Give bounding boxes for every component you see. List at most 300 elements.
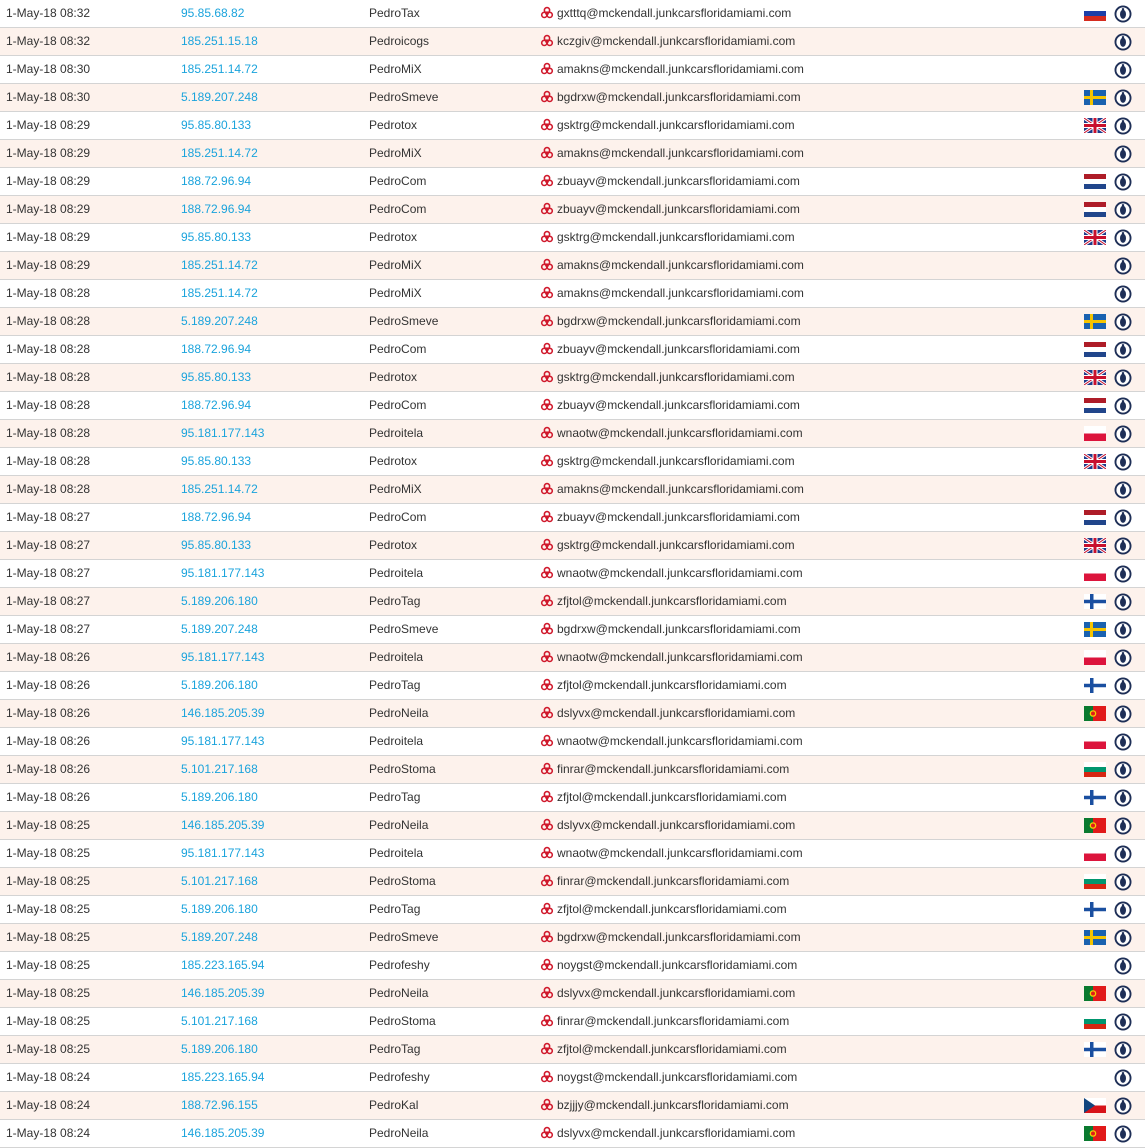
stopforumspam-icon[interactable]	[1114, 789, 1132, 807]
stopforumspam-icon[interactable]	[1114, 1125, 1132, 1143]
email-text: finrar@mckendall.junkcarsfloridamiami.com	[557, 762, 790, 776]
username-cell: Pedrotox	[369, 454, 418, 468]
ip-link[interactable]: 95.85.80.133	[181, 118, 252, 132]
email-cell	[540, 0, 791, 27]
ip-link[interactable]: 185.251.14.72	[181, 286, 258, 300]
email-text: amakns@mckendall.junkcarsfloridamiami.com	[557, 146, 804, 160]
ip-link[interactable]: 95.85.80.133	[181, 230, 252, 244]
biohazard-icon	[540, 1070, 557, 1084]
table-row	[0, 168, 1145, 196]
biohazard-icon	[540, 90, 557, 104]
stopforumspam-icon[interactable]	[1114, 817, 1132, 835]
stopforumspam-icon[interactable]	[1114, 845, 1132, 863]
username-cell: PedroCom	[369, 398, 427, 412]
stopforumspam-icon[interactable]	[1114, 229, 1132, 247]
ip-link[interactable]: 5.101.217.168	[181, 762, 258, 776]
biohazard-icon	[540, 790, 557, 804]
email-cell	[540, 896, 787, 923]
biohazard-icon	[540, 174, 557, 188]
email-cell	[540, 84, 801, 111]
biohazard-icon	[540, 958, 557, 972]
email-cell	[540, 784, 787, 811]
finland-flag-icon	[1084, 594, 1106, 609]
stopforumspam-icon[interactable]	[1114, 1069, 1132, 1087]
username-cell: Pedroitela	[369, 426, 424, 440]
date-cell: 1-May-18 08:28	[6, 286, 91, 300]
email-cell	[540, 140, 804, 167]
email-cell	[540, 1064, 797, 1091]
username-cell: PedroSmeve	[369, 314, 439, 328]
ip-link[interactable]: 146.185.205.39	[181, 706, 265, 720]
username-cell: PedroMiX	[369, 146, 422, 160]
ip-link[interactable]: 188.72.96.94	[181, 342, 252, 356]
table-row	[0, 308, 1145, 336]
date-cell: 1-May-18 08:28	[6, 426, 91, 440]
username-cell: PedroNeila	[369, 706, 429, 720]
email-text: zbuayv@mckendall.junkcarsfloridamiami.com	[557, 202, 800, 216]
netherlands-flag-icon	[1084, 398, 1106, 413]
biohazard-icon	[540, 622, 557, 636]
biohazard-icon	[540, 230, 557, 244]
username-cell: PedroSmeve	[369, 622, 439, 636]
stopforumspam-icon[interactable]	[1114, 1041, 1132, 1059]
ip-link[interactable]: 188.72.96.94	[181, 510, 252, 524]
poland-flag-icon	[1084, 846, 1106, 861]
table-row	[0, 0, 1145, 28]
stopforumspam-icon[interactable]	[1114, 705, 1132, 723]
email-cell	[540, 728, 803, 755]
email-cell	[540, 196, 800, 223]
date-cell: 1-May-18 08:25	[6, 846, 91, 860]
email-cell	[540, 168, 800, 195]
date-cell: 1-May-18 08:28	[6, 454, 91, 468]
date-cell: 1-May-18 08:24	[6, 1126, 91, 1140]
email-text: bgdrxw@mckendall.junkcarsfloridamiami.com	[557, 930, 801, 944]
ip-link[interactable]: 5.189.206.180	[181, 594, 258, 608]
stopforumspam-icon[interactable]	[1114, 481, 1132, 499]
username-cell: PedroNeila	[369, 1126, 429, 1140]
biohazard-icon	[540, 6, 557, 20]
username-cell: PedroMiX	[369, 62, 422, 76]
date-cell: 1-May-18 08:27	[6, 538, 91, 552]
date-cell: 1-May-18 08:27	[6, 594, 91, 608]
table-row	[0, 252, 1145, 280]
table-row	[0, 504, 1145, 532]
email-text: zbuayv@mckendall.junkcarsfloridamiami.com	[557, 510, 800, 524]
ip-link[interactable]: 95.85.80.133	[181, 538, 252, 552]
date-cell: 1-May-18 08:26	[6, 762, 91, 776]
biohazard-icon	[540, 986, 557, 1000]
date-cell: 1-May-18 08:28	[6, 398, 91, 412]
username-cell: Pedrofeshy	[369, 958, 430, 972]
email-text: zfjtol@mckendall.junkcarsfloridamiami.com	[557, 678, 787, 692]
email-text: zfjtol@mckendall.junkcarsfloridamiami.com	[557, 1042, 787, 1056]
uk-flag-icon	[1084, 118, 1106, 133]
table-row	[0, 1008, 1145, 1036]
email-text: zbuayv@mckendall.junkcarsfloridamiami.com	[557, 174, 800, 188]
portugal-flag-icon	[1084, 986, 1106, 1001]
biohazard-icon	[540, 34, 557, 48]
finland-flag-icon	[1084, 1042, 1106, 1057]
ip-link[interactable]: 188.72.96.94	[181, 398, 252, 412]
email-cell	[540, 308, 801, 335]
biohazard-icon	[540, 118, 557, 132]
table-row	[0, 868, 1145, 896]
email-text: dslyvx@mckendall.junkcarsfloridamiami.com	[557, 706, 796, 720]
biohazard-icon	[540, 1014, 557, 1028]
stopforumspam-icon[interactable]	[1114, 341, 1132, 359]
email-text: bzjjjy@mckendall.junkcarsfloridamiami.com	[557, 1098, 789, 1112]
email-cell	[540, 252, 804, 279]
table-row	[0, 756, 1145, 784]
username-cell: Pedroitela	[369, 650, 424, 664]
stopforumspam-icon[interactable]	[1114, 957, 1132, 975]
stopforumspam-icon[interactable]	[1114, 425, 1132, 443]
username-cell: Pedroitela	[369, 846, 424, 860]
ip-link[interactable]: 95.85.80.133	[181, 454, 252, 468]
username-cell: PedroCom	[369, 174, 427, 188]
email-cell	[540, 224, 795, 251]
email-cell	[540, 952, 797, 979]
stopforumspam-icon[interactable]	[1114, 901, 1132, 919]
table-row	[0, 532, 1145, 560]
biohazard-icon	[540, 286, 557, 300]
netherlands-flag-icon	[1084, 174, 1106, 189]
email-text: noygst@mckendall.junkcarsfloridamiami.com	[557, 958, 798, 972]
date-cell: 1-May-18 08:28	[6, 314, 91, 328]
table-row	[0, 476, 1145, 504]
biohazard-icon	[540, 874, 557, 888]
username-cell: PedroStoma	[369, 762, 436, 776]
email-cell	[540, 504, 800, 531]
email-cell	[540, 812, 795, 839]
email-cell	[540, 560, 803, 587]
bulgaria-flag-icon	[1084, 1014, 1106, 1029]
stopforumspam-icon[interactable]	[1114, 89, 1132, 107]
stopforumspam-icon[interactable]	[1114, 565, 1132, 583]
biohazard-icon	[540, 1126, 557, 1140]
username-cell: PedroNeila	[369, 986, 429, 1000]
biohazard-icon	[540, 1042, 557, 1056]
table-row	[0, 980, 1145, 1008]
table-row	[0, 924, 1145, 952]
ip-link[interactable]: 185.251.14.72	[181, 146, 258, 160]
email-cell	[540, 280, 804, 307]
email-cell	[540, 756, 789, 783]
email-cell	[540, 1008, 789, 1035]
finland-flag-icon	[1084, 678, 1106, 693]
date-cell: 1-May-18 08:24	[6, 1070, 91, 1084]
ip-link[interactable]: 95.181.177.143	[181, 846, 265, 860]
ip-link[interactable]: 95.181.177.143	[181, 734, 265, 748]
date-cell: 1-May-18 08:29	[6, 118, 91, 132]
email-cell	[540, 644, 803, 671]
date-cell: 1-May-18 08:26	[6, 650, 91, 664]
email-cell	[540, 588, 787, 615]
biohazard-icon	[540, 482, 557, 496]
stopforumspam-icon[interactable]	[1114, 453, 1132, 471]
email-text: wnaotw@mckendall.junkcarsfloridamiami.com	[557, 846, 803, 860]
biohazard-icon	[540, 510, 557, 524]
username-cell: PedroTag	[369, 902, 421, 916]
ip-link[interactable]: 146.185.205.39	[181, 818, 265, 832]
ip-link[interactable]: 188.72.96.94	[181, 174, 252, 188]
stopforumspam-icon[interactable]	[1114, 201, 1132, 219]
username-cell: PedroSmeve	[369, 930, 439, 944]
uk-flag-icon	[1084, 538, 1106, 553]
ip-link[interactable]: 146.185.205.39	[181, 986, 265, 1000]
ip-link[interactable]: 5.189.207.248	[181, 314, 258, 328]
username-cell: Pedrotox	[369, 538, 418, 552]
email-text: wnaotw@mckendall.junkcarsfloridamiami.com	[557, 650, 803, 664]
finland-flag-icon	[1084, 790, 1106, 805]
username-cell: PedroCom	[369, 202, 427, 216]
table-row	[0, 280, 1145, 308]
date-cell: 1-May-18 08:30	[6, 90, 91, 104]
email-text: bgdrxw@mckendall.junkcarsfloridamiami.com	[557, 622, 801, 636]
username-cell: PedroTax	[369, 6, 420, 20]
stopforumspam-icon[interactable]	[1114, 285, 1132, 303]
date-cell: 1-May-18 08:27	[6, 510, 91, 524]
date-cell: 1-May-18 08:25	[6, 930, 91, 944]
email-cell	[540, 364, 795, 391]
stopforumspam-icon[interactable]	[1114, 873, 1132, 891]
stopforumspam-icon[interactable]	[1114, 369, 1132, 387]
biohazard-icon	[540, 706, 557, 720]
ip-link[interactable]: 146.185.205.39	[181, 1126, 265, 1140]
email-text: gsktrg@mckendall.junkcarsfloridamiami.com	[557, 118, 795, 132]
date-cell: 1-May-18 08:25	[6, 1014, 91, 1028]
email-cell	[540, 700, 795, 727]
stopforumspam-icon[interactable]	[1114, 145, 1132, 163]
table-row	[0, 1036, 1145, 1064]
stopforumspam-icon[interactable]	[1114, 5, 1132, 23]
table-row	[0, 896, 1145, 924]
russia-flag-icon	[1084, 6, 1106, 21]
table-row	[0, 224, 1145, 252]
ip-link[interactable]: 95.181.177.143	[181, 650, 265, 664]
email-text: kczgiv@mckendall.junkcarsfloridamiami.com	[557, 34, 796, 48]
ip-link[interactable]: 5.101.217.168	[181, 874, 258, 888]
date-cell: 1-May-18 08:25	[6, 958, 91, 972]
biohazard-icon	[540, 678, 557, 692]
poland-flag-icon	[1084, 566, 1106, 581]
date-cell: 1-May-18 08:29	[6, 146, 91, 160]
email-text: dslyvx@mckendall.junkcarsfloridamiami.com	[557, 818, 796, 832]
ip-link[interactable]: 5.101.217.168	[181, 1014, 258, 1028]
date-cell: 1-May-18 08:27	[6, 566, 91, 580]
username-cell: PedroStoma	[369, 1014, 436, 1028]
email-text: amakns@mckendall.junkcarsfloridamiami.com	[557, 286, 804, 300]
stopforumspam-icon[interactable]	[1114, 761, 1132, 779]
biohazard-icon	[540, 1098, 557, 1112]
email-text: zbuayv@mckendall.junkcarsfloridamiami.com	[557, 398, 800, 412]
uk-flag-icon	[1084, 370, 1106, 385]
username-cell: Pedrotox	[369, 118, 418, 132]
ip-link[interactable]: 188.72.96.94	[181, 202, 252, 216]
ip-link[interactable]: 95.85.80.133	[181, 370, 252, 384]
biohazard-icon	[540, 370, 557, 384]
ip-link[interactable]: 5.189.207.248	[181, 90, 258, 104]
email-cell	[540, 980, 795, 1007]
email-text: finrar@mckendall.junkcarsfloridamiami.com	[557, 1014, 790, 1028]
email-text: gxtttq@mckendall.junkcarsfloridamiami.com	[557, 6, 792, 20]
biohazard-icon	[540, 538, 557, 552]
username-cell: Pedroitela	[369, 566, 424, 580]
biohazard-icon	[540, 818, 557, 832]
biohazard-icon	[540, 146, 557, 160]
stopforumspam-icon[interactable]	[1114, 1097, 1132, 1115]
stopforumspam-icon[interactable]	[1114, 929, 1132, 947]
stopforumspam-icon[interactable]	[1114, 985, 1132, 1003]
email-text: zfjtol@mckendall.junkcarsfloridamiami.com	[557, 790, 787, 804]
ip-link[interactable]: 5.189.206.180	[181, 1042, 258, 1056]
netherlands-flag-icon	[1084, 202, 1106, 217]
email-text: zfjtol@mckendall.junkcarsfloridamiami.com	[557, 594, 787, 608]
czech-flag-icon	[1084, 1098, 1106, 1113]
ip-link[interactable]: 5.189.206.180	[181, 790, 258, 804]
email-cell	[540, 1092, 789, 1119]
ip-link[interactable]: 188.72.96.155	[181, 1098, 258, 1112]
date-cell: 1-May-18 08:28	[6, 482, 91, 496]
ip-link[interactable]: 5.189.206.180	[181, 678, 258, 692]
stopforumspam-icon[interactable]	[1114, 173, 1132, 191]
date-cell: 1-May-18 08:29	[6, 258, 91, 272]
uk-flag-icon	[1084, 454, 1106, 469]
biohazard-icon	[540, 62, 557, 76]
username-cell: PedroTag	[369, 678, 421, 692]
email-text: dslyvx@mckendall.junkcarsfloridamiami.com	[557, 986, 796, 1000]
date-cell: 1-May-18 08:26	[6, 790, 91, 804]
table-row	[0, 644, 1145, 672]
table-row	[0, 112, 1145, 140]
biohazard-icon	[540, 342, 557, 356]
biohazard-icon	[540, 258, 557, 272]
ip-link[interactable]: 185.251.14.72	[181, 258, 258, 272]
username-cell: PedroCom	[369, 510, 427, 524]
ip-link[interactable]: 5.189.206.180	[181, 902, 258, 916]
date-cell: 1-May-18 08:24	[6, 1098, 91, 1112]
email-cell	[540, 868, 789, 895]
poland-flag-icon	[1084, 426, 1106, 441]
netherlands-flag-icon	[1084, 342, 1106, 357]
date-cell: 1-May-18 08:25	[6, 874, 91, 888]
username-cell: Pedroitela	[369, 734, 424, 748]
bulgaria-flag-icon	[1084, 874, 1106, 889]
table-row	[0, 812, 1145, 840]
username-cell: PedroMiX	[369, 286, 422, 300]
username-cell: Pedroicogs	[369, 34, 430, 48]
ip-link[interactable]: 5.189.207.248	[181, 930, 258, 944]
ip-link[interactable]: 95.85.68.82	[181, 6, 245, 20]
bulgaria-flag-icon	[1084, 762, 1106, 777]
email-text: amakns@mckendall.junkcarsfloridamiami.com	[557, 482, 804, 496]
stopforumspam-icon[interactable]	[1114, 537, 1132, 555]
stopforumspam-icon[interactable]	[1114, 733, 1132, 751]
ip-link[interactable]: 95.181.177.143	[181, 426, 265, 440]
email-text: bgdrxw@mckendall.junkcarsfloridamiami.com	[557, 90, 801, 104]
table-row	[0, 1064, 1145, 1092]
ip-link[interactable]: 185.223.165.94	[181, 958, 265, 972]
biohazard-icon	[540, 202, 557, 216]
stopforumspam-icon[interactable]	[1114, 61, 1132, 79]
biohazard-icon	[540, 566, 557, 580]
stopforumspam-icon[interactable]	[1114, 677, 1132, 695]
date-cell: 1-May-18 08:25	[6, 1042, 91, 1056]
date-cell: 1-May-18 08:32	[6, 6, 91, 20]
email-text: finrar@mckendall.junkcarsfloridamiami.com	[557, 874, 790, 888]
biohazard-icon	[540, 650, 557, 664]
ip-link[interactable]: 95.181.177.143	[181, 566, 265, 580]
ip-link[interactable]: 185.251.15.18	[181, 34, 258, 48]
email-cell	[540, 112, 795, 139]
username-cell: PedroSmeve	[369, 90, 439, 104]
table-row	[0, 1092, 1145, 1120]
table-row	[0, 196, 1145, 224]
sweden-flag-icon	[1084, 90, 1106, 105]
username-cell: PedroTag	[369, 594, 421, 608]
biohazard-icon	[540, 930, 557, 944]
date-cell: 1-May-18 08:27	[6, 622, 91, 636]
table-row	[0, 588, 1145, 616]
username-cell: PedroTag	[369, 1042, 421, 1056]
email-text: wnaotw@mckendall.junkcarsfloridamiami.com	[557, 426, 803, 440]
biohazard-icon	[540, 734, 557, 748]
email-cell	[540, 672, 787, 699]
stopforumspam-icon[interactable]	[1114, 1013, 1132, 1031]
stopforumspam-icon[interactable]	[1114, 313, 1132, 331]
table-row	[0, 1120, 1145, 1148]
table-row	[0, 952, 1145, 980]
date-cell: 1-May-18 08:25	[6, 902, 91, 916]
biohazard-icon	[540, 846, 557, 860]
stopforumspam-icon[interactable]	[1114, 257, 1132, 275]
table-row	[0, 840, 1145, 868]
stopforumspam-icon[interactable]	[1114, 621, 1132, 639]
stopforumspam-icon[interactable]	[1114, 117, 1132, 135]
stopforumspam-icon[interactable]	[1114, 33, 1132, 51]
email-cell	[540, 840, 803, 867]
stopforumspam-icon[interactable]	[1114, 649, 1132, 667]
biohazard-icon	[540, 454, 557, 468]
date-cell: 1-May-18 08:30	[6, 62, 91, 76]
netherlands-flag-icon	[1084, 510, 1106, 525]
biohazard-icon	[540, 398, 557, 412]
stopforumspam-icon[interactable]	[1114, 509, 1132, 527]
username-cell: PedroTag	[369, 790, 421, 804]
email-text: gsktrg@mckendall.junkcarsfloridamiami.com	[557, 370, 795, 384]
email-cell	[540, 392, 800, 419]
table-row	[0, 700, 1145, 728]
stopforumspam-icon[interactable]	[1114, 397, 1132, 415]
poland-flag-icon	[1084, 650, 1106, 665]
ip-link[interactable]: 5.189.207.248	[181, 622, 258, 636]
username-cell: Pedrotox	[369, 370, 418, 384]
ip-link[interactable]: 185.251.14.72	[181, 62, 258, 76]
portugal-flag-icon	[1084, 1126, 1106, 1141]
ip-link[interactable]: 185.251.14.72	[181, 482, 258, 496]
email-text: amakns@mckendall.junkcarsfloridamiami.com	[557, 62, 804, 76]
ip-link[interactable]: 185.223.165.94	[181, 1070, 265, 1084]
table-row	[0, 364, 1145, 392]
stopforumspam-icon[interactable]	[1114, 593, 1132, 611]
email-cell	[540, 336, 800, 363]
email-cell	[540, 924, 801, 951]
finland-flag-icon	[1084, 902, 1106, 917]
date-cell: 1-May-18 08:25	[6, 818, 91, 832]
email-cell	[540, 616, 801, 643]
date-cell: 1-May-18 08:26	[6, 734, 91, 748]
